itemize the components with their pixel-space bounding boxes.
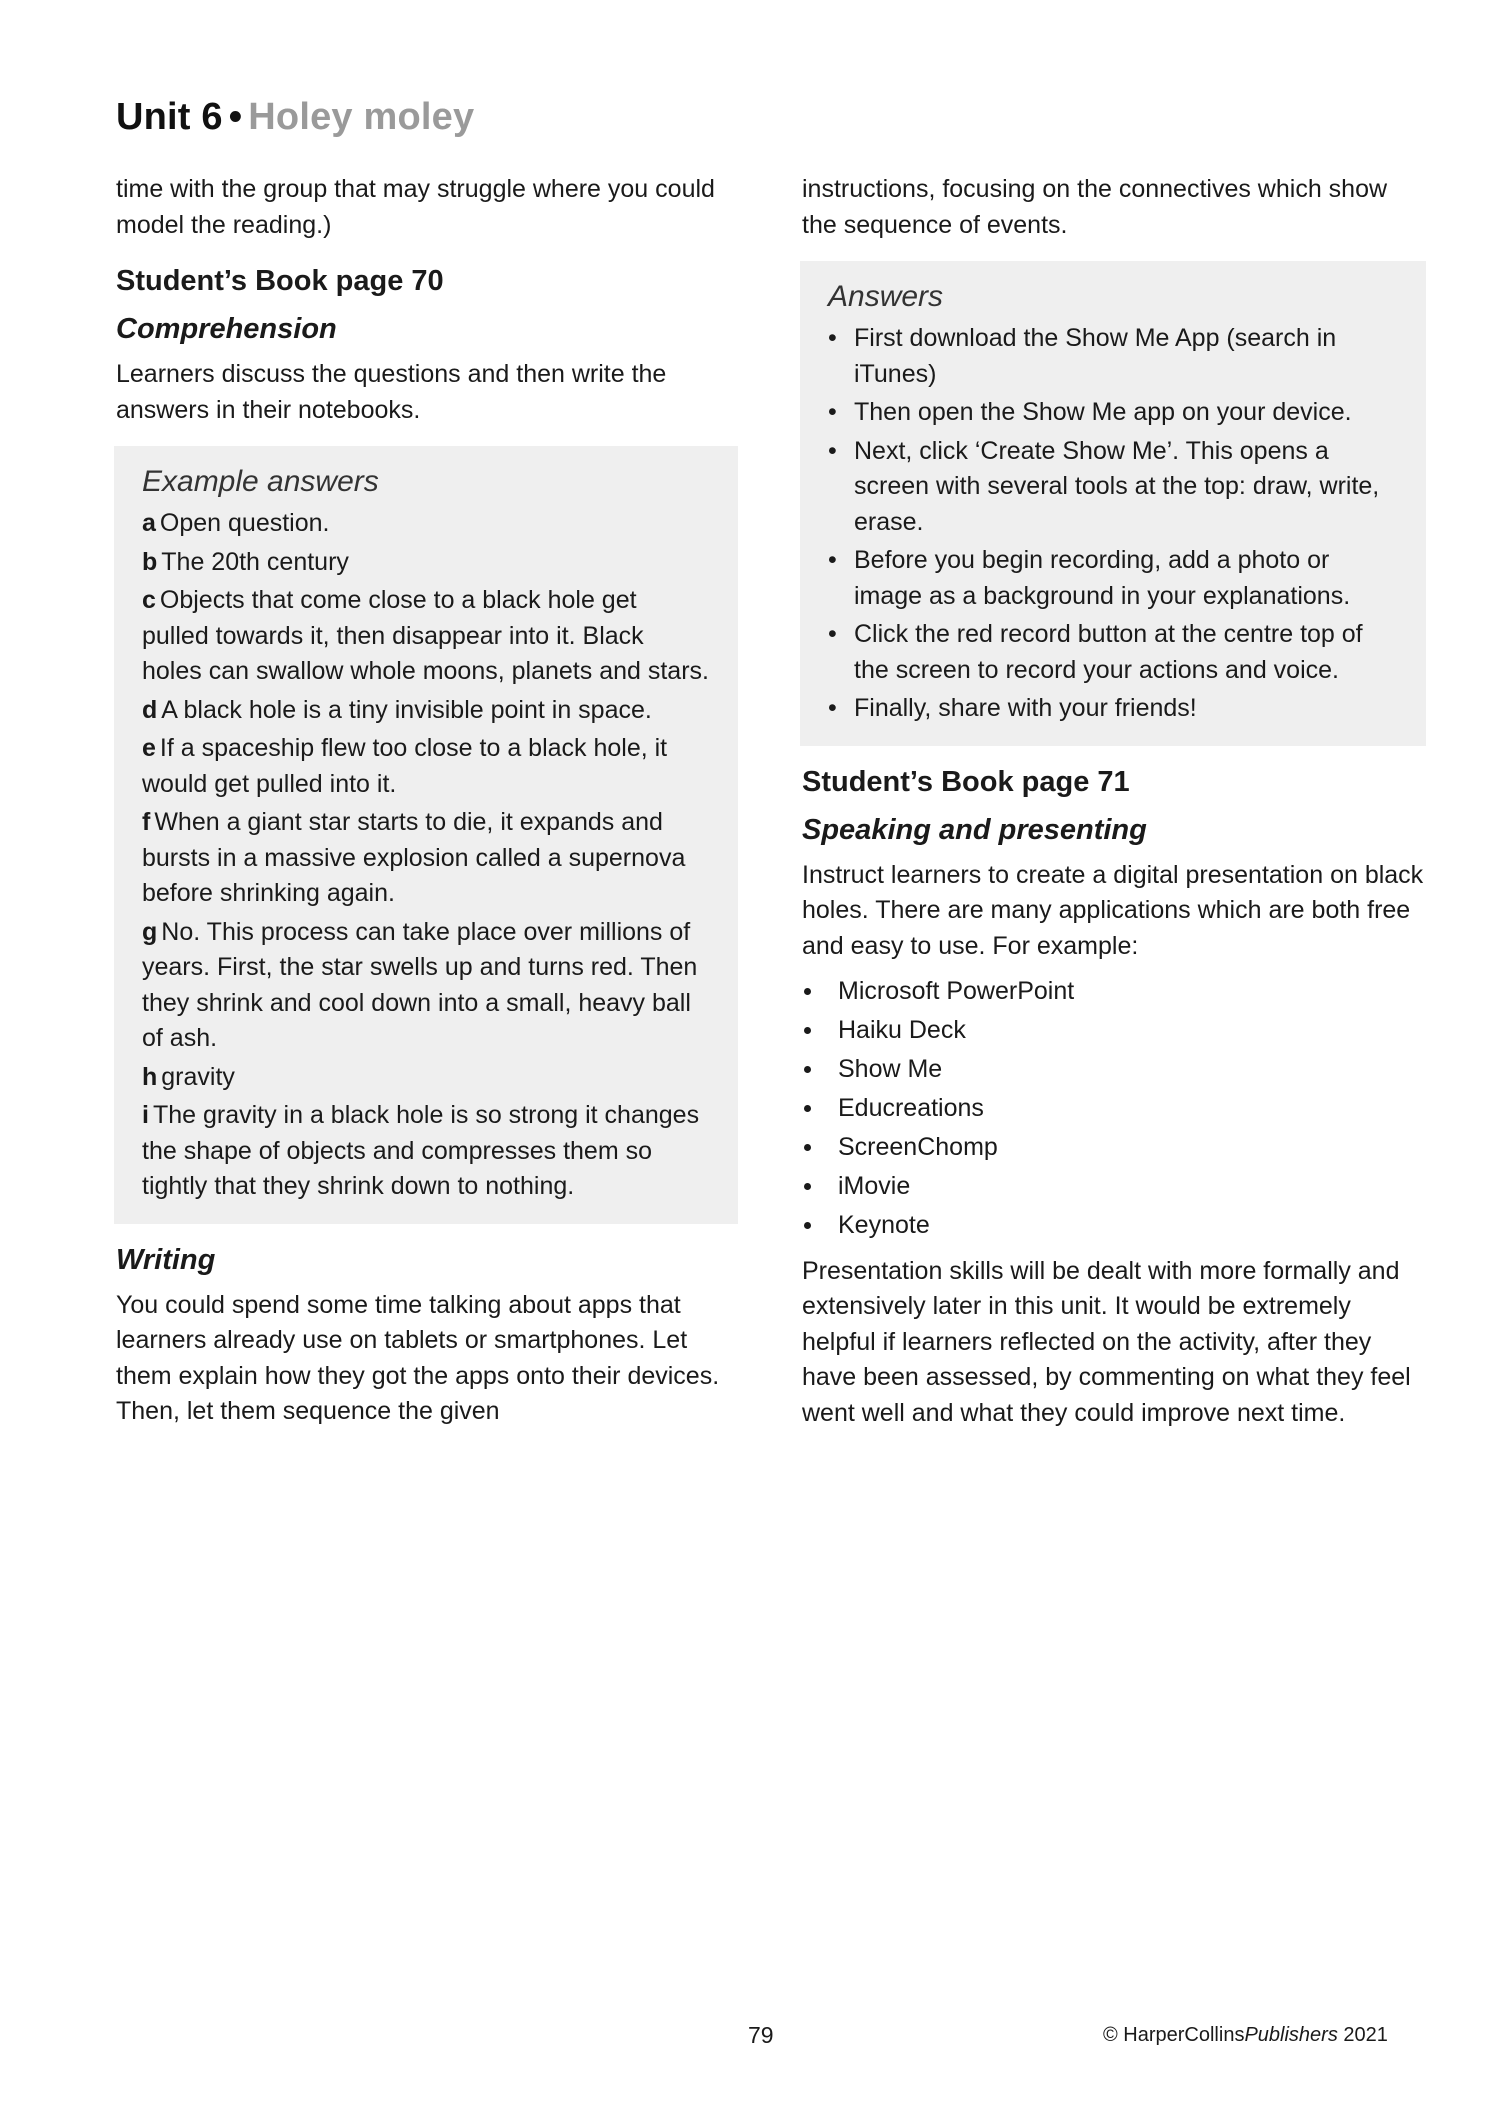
answers-title: Answers	[828, 280, 944, 313]
answer-item	[142, 805, 710, 912]
writing-text: You could spend some time talking about apps that learners already use on tablets or smartphones. Let them explain how they got the apps onto their devices. Then, let them sequence the given	[116, 1290, 720, 1425]
answer-letter: a	[142, 509, 156, 537]
answer-item	[142, 506, 710, 542]
example-answers-title: Example answers	[142, 465, 379, 498]
comprehension-text: Learners discuss the questions and then write the answers in their notebooks.	[116, 360, 667, 424]
answer-letter: f	[142, 808, 151, 836]
answer-item	[142, 731, 710, 802]
speaking-heading: Speaking and presenting	[802, 813, 1147, 846]
answer-letter: c	[142, 586, 156, 614]
list-item: • First download the Show Me App (search in iTunes)	[828, 321, 1398, 392]
answer-text: When a giant star starts to die, it expands and bursts in a massive explosion called a supernova before shrinking again.	[142, 808, 686, 907]
list-item: Show Me	[802, 1052, 1426, 1088]
bullet-icon: •	[828, 546, 837, 574]
answer-letter: b	[142, 547, 158, 576]
bullet-icon: •	[828, 436, 837, 465]
page-number: 79	[748, 2022, 774, 2048]
section-heading-page-70: Student’s Book page 70	[116, 265, 444, 297]
answer-letter: g	[142, 917, 158, 946]
answer-item	[142, 915, 710, 1057]
comprehension-heading: Comprehension	[116, 313, 337, 345]
answer-letter: h	[142, 1062, 158, 1091]
answer-letter: i	[142, 1101, 149, 1129]
bullet-icon: •	[828, 620, 837, 648]
answers-list	[828, 321, 1398, 727]
list-item: • Finally, share with your friends!	[828, 691, 1398, 727]
bullet-icon	[804, 1144, 811, 1151]
unit-title: Holey moley	[248, 96, 475, 138]
bullet-icon	[804, 1183, 811, 1190]
answer-text: Objects that come close to a black hole get pulled towards it, then disappear into it. Black holes can swallow whole moons, planets and stars.	[142, 586, 709, 685]
answer-text: If a spaceship flew too close to a black hole, it would get pulled into it.	[142, 734, 668, 798]
list-item: • Next, click ‘Create Show Me’. This opens a screen with several tools at the top: draw, write, erase.	[828, 434, 1398, 541]
list-item: Haiku Deck	[802, 1013, 1426, 1049]
list-item: • Click the red record button at the centre top of the screen to record your actions and voice.	[828, 617, 1398, 688]
answer-item	[142, 583, 710, 690]
bullet-icon	[804, 988, 811, 995]
bullet-icon: •	[828, 324, 837, 352]
bullet-icon	[804, 1222, 811, 1229]
answer-text: No. This process can take place over millions of years. First, the star swells up and turns red. Then they shrink and cool down into a small, heavy ball of ash.	[142, 917, 698, 1052]
bullet-icon: •	[828, 694, 837, 722]
list-item: iMovie	[802, 1169, 1426, 1205]
answers-box	[800, 261, 1426, 746]
left-column	[116, 172, 738, 1448]
header-separator: •	[228, 96, 243, 138]
answer-text: The gravity in a black hole is so strong it changes the shape of objects and compresses them so tightly that they shrink down to nothing.	[142, 1101, 700, 1200]
bullet-icon: •	[828, 398, 837, 426]
answer-item	[142, 1060, 710, 1096]
list-item: • Then open the Show Me app on your device.	[828, 395, 1398, 431]
section-heading-page-71: Student’s Book page 71	[802, 765, 1130, 798]
bullet-icon	[804, 1066, 811, 1073]
apps-list	[802, 974, 1426, 1244]
closing-text: Presentation skills will be dealt with more formally and extensively later in this unit. It would be extremely helpful if learners reflected on the activity, after they have been assessed, by commenting on what they feel went well and what they could improve next time.	[802, 1256, 1411, 1427]
writing-heading: Writing	[116, 1243, 216, 1276]
answer-letter: d	[142, 695, 158, 724]
answer-item	[142, 693, 710, 729]
left-intro-text: time with the group that may struggle where you could model the reading.)	[116, 175, 715, 239]
bullet-icon	[804, 1027, 811, 1034]
copyright: © HarperCollinsPublishers 2021	[1103, 2024, 1388, 2046]
list-item: Keynote	[802, 1208, 1426, 1244]
answer-text: Open question.	[159, 509, 330, 537]
list-item: • Before you begin recording, add a photo or image as a background in your explanations.	[828, 543, 1398, 614]
answer-text: The 20th century	[161, 547, 349, 576]
answer-item	[142, 1098, 710, 1205]
example-answers-box	[114, 446, 738, 1224]
list-item: Microsoft PowerPoint	[802, 974, 1426, 1010]
right-intro-text: instructions, focusing on the connectives which show the sequence of events.	[802, 175, 1388, 239]
unit-label: Unit 6	[116, 96, 223, 138]
list-item: ScreenChomp	[802, 1130, 1426, 1166]
bullet-icon	[804, 1105, 811, 1112]
answer-item	[142, 545, 710, 581]
answer-text: A black hole is a tiny invisible point in space.	[161, 695, 652, 724]
answer-text: gravity	[161, 1062, 235, 1091]
page-header	[116, 96, 474, 139]
right-column	[802, 172, 1426, 1449]
speaking-text: Instruct learners to create a digital presentation on black holes. There are many applications which are both free and easy to use. For example:	[802, 860, 1424, 960]
answer-letter: e	[142, 734, 156, 762]
list-item: Educreations	[802, 1091, 1426, 1127]
